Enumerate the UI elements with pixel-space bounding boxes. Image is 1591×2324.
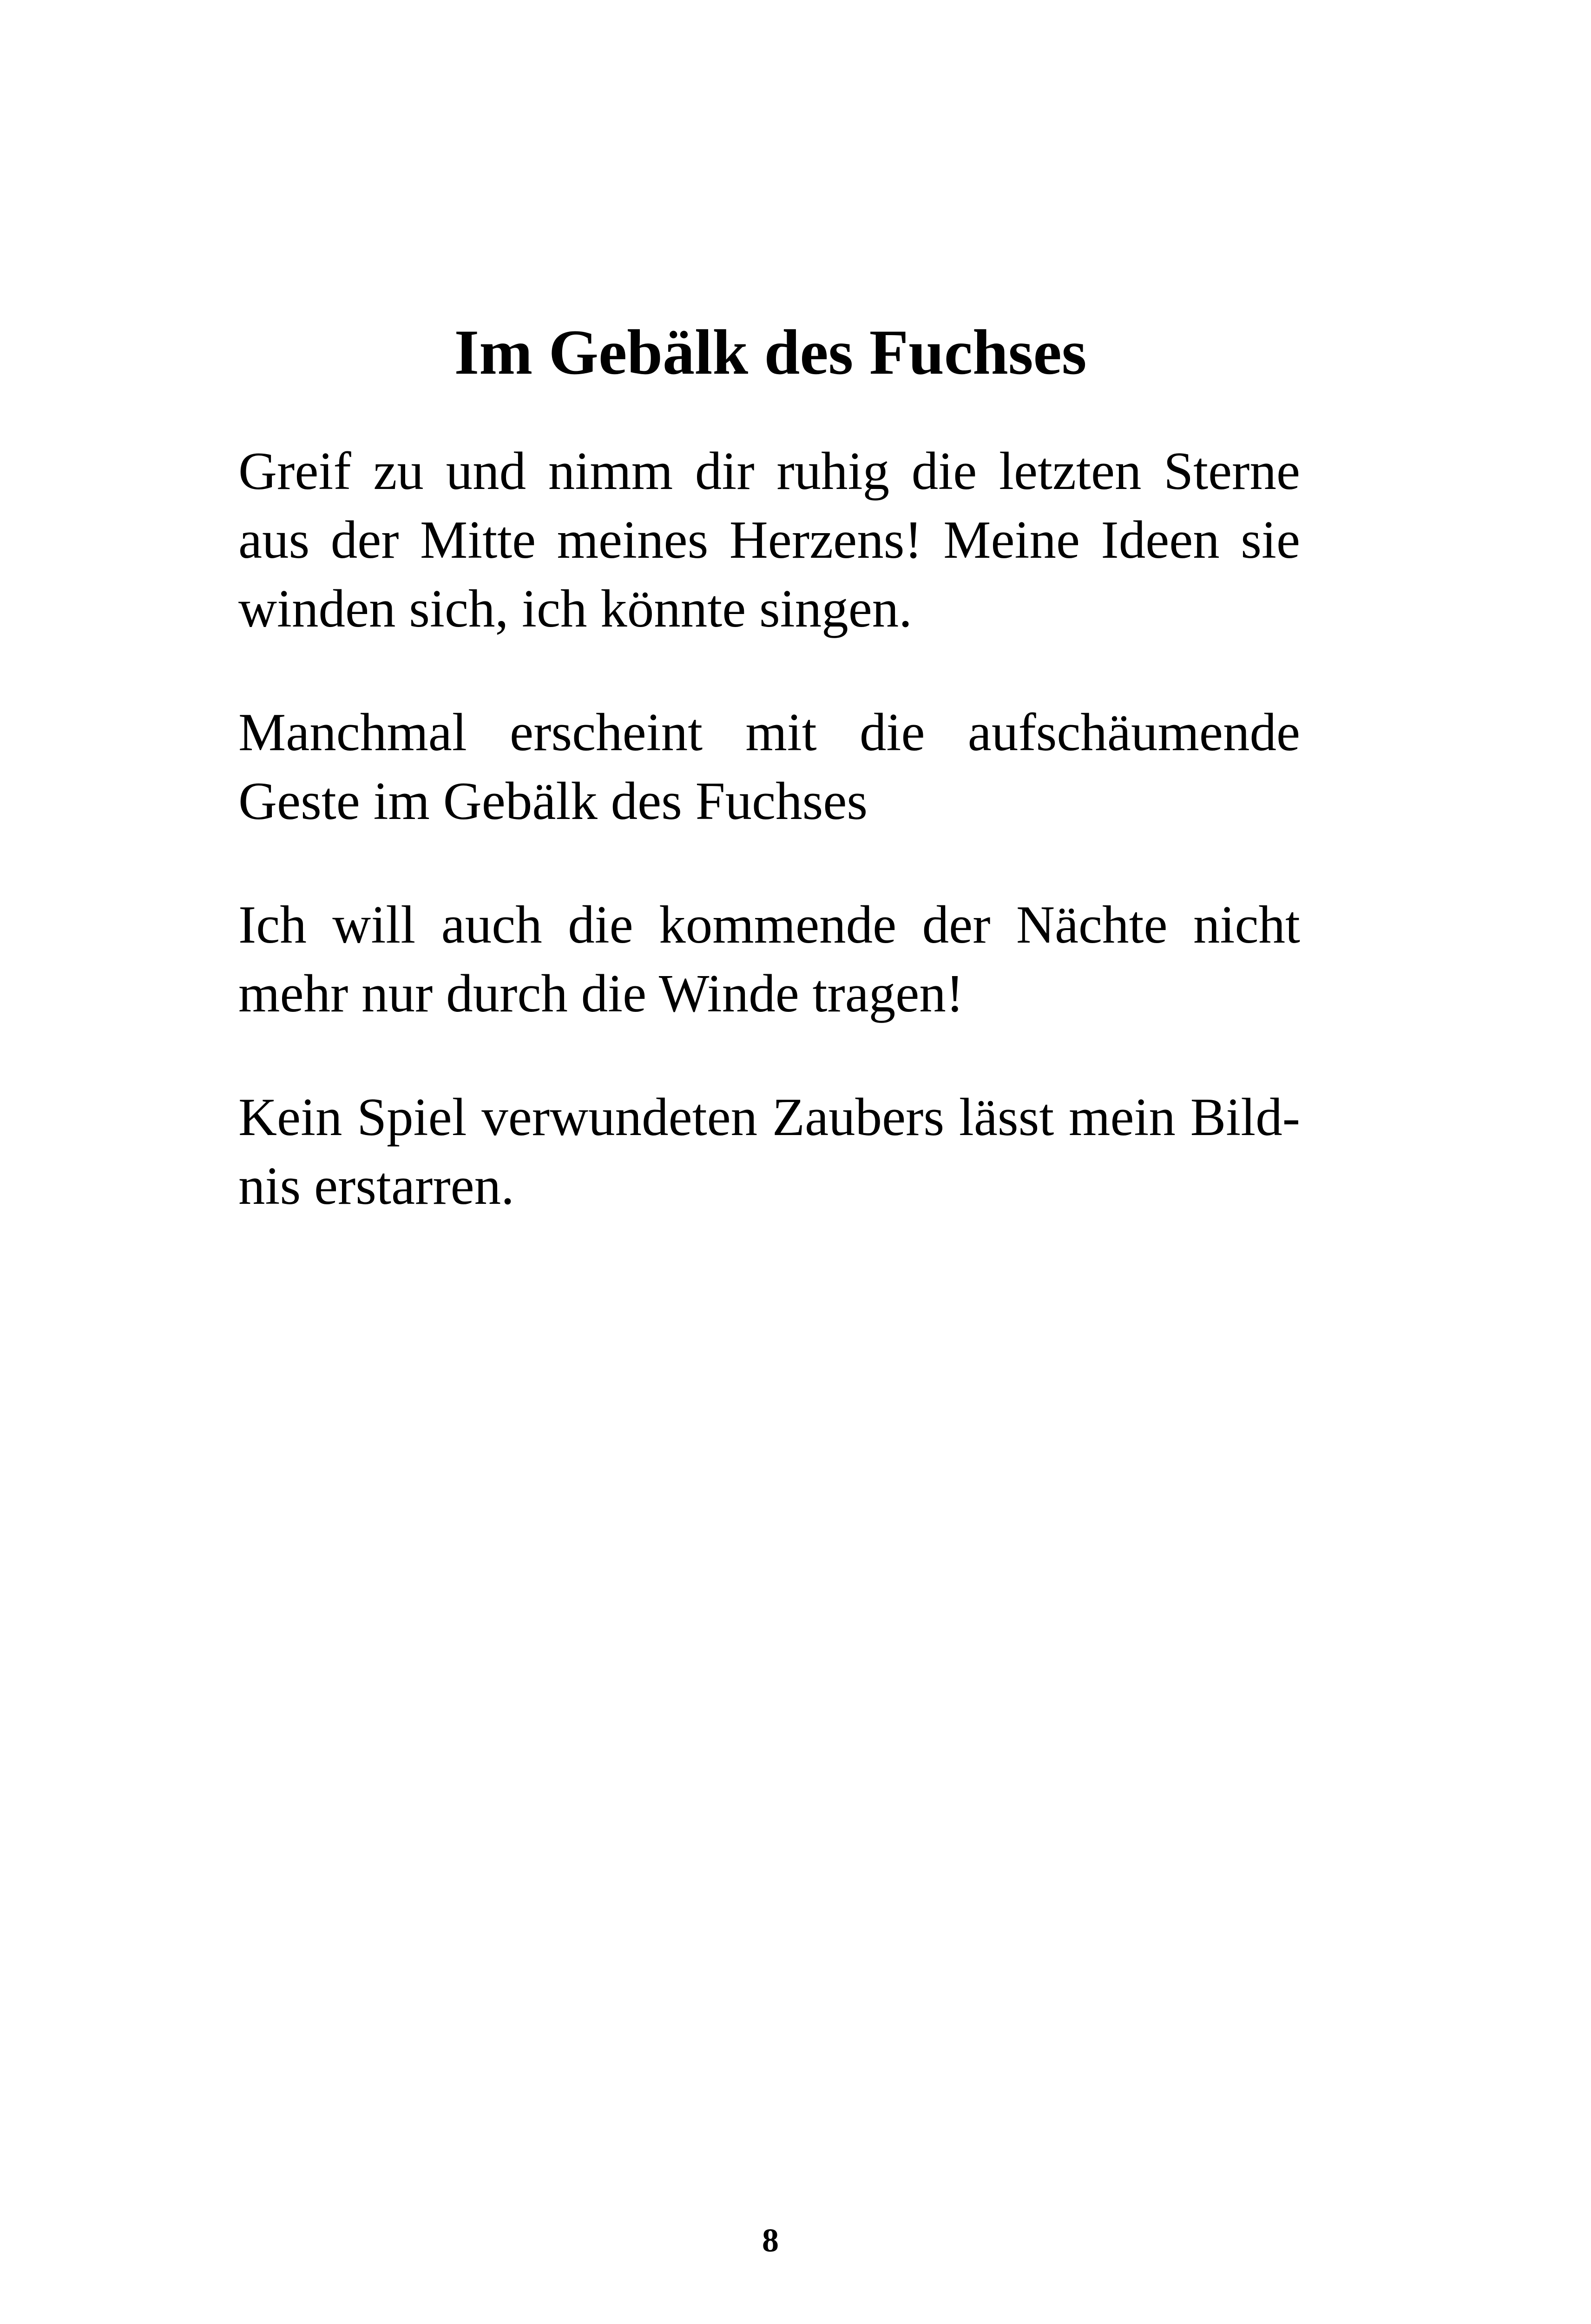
- poem-line: Ich will auch die kommende der Nächte nicht: [238, 895, 1300, 954]
- poem-title: Im Gebälk des Fuchses: [454, 317, 1087, 388]
- poem-body: [238, 437, 1300, 1275]
- poem-line: Kein Spiel verwundeten Zaubers lässt mein Bild-: [238, 1088, 1300, 1147]
- poem-line: nis erstarren.: [238, 1156, 514, 1215]
- poem-line: mehr nur durch die Winde tragen!: [238, 964, 964, 1023]
- stanza-1: [238, 437, 1300, 643]
- page-number: 8: [762, 2222, 779, 2259]
- poem-line: Manchmal erscheint mit die aufschäumende: [238, 703, 1300, 762]
- poem-line: winden sich, ich könnte singen.: [238, 579, 913, 638]
- poem-line: aus der Mitte meines Herzens! Meine Ideen sie: [238, 510, 1300, 569]
- poem-line: Geste im Gebälk des Fuchses: [238, 772, 868, 831]
- poem-line: Greif zu und nimm dir ruhig die letzten Sterne: [238, 442, 1300, 501]
- stanza-3: [238, 891, 1300, 1028]
- stanza-4: [238, 1083, 1300, 1221]
- stanza-2: [238, 698, 1300, 836]
